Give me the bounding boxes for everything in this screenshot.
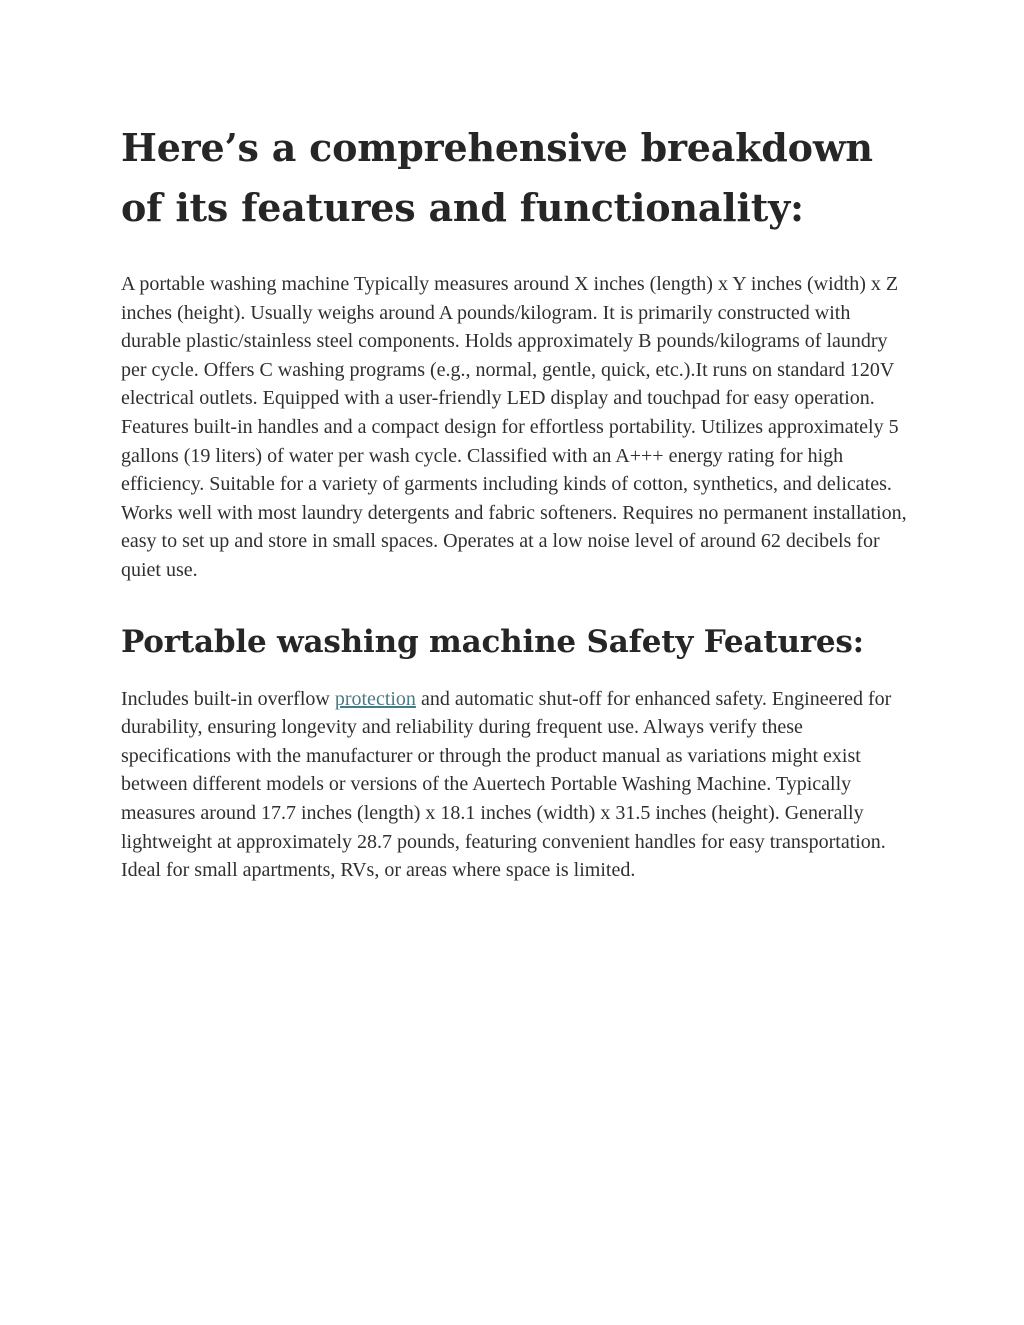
main-heading: Here’s a comprehensive breakdown of its features and functionality: bbox=[121, 125, 873, 230]
safety-paragraph bbox=[121, 685, 911, 885]
document-page bbox=[121, 118, 911, 885]
protection-link[interactable]: protection bbox=[334, 687, 416, 710]
safety-text-end: and automatic shut-off for enhanced safety. Engineered for durability, ensuring longevity and reliability during frequent use. Always verify these specifications with the manufacturer or through the product manual as variations might exist between different models or versions of the Auertech Portable Washing Machine. Typically measures around 17.7 inches (length) x 18.1 inches (width) x 31.5 inches (height). Generally lightweight at approximately 28.7 pounds, featuring convenient handles for easy transportation. Ideal for small apartments, RVs, or areas where space is limited. bbox=[121, 687, 892, 882]
safety-text-start: Includes built-in overflow bbox=[121, 687, 335, 710]
safety-heading: Portable washing machine Safety Features: bbox=[121, 623, 864, 660]
features-paragraph: A portable washing machine Typically measures around X inches (length) x Y inches (width) x Z inches (height). Usually weighs around A pounds/kilogram. It is primarily constructed with durable plastic/stainless steel components. Holds approximately B pounds/kilograms of laundry per cycle. Offers C washing programs (e.g., normal, gentle, quick, etc.).It runs on standard 120V electrical outlets. Equipped with a user-friendly LED display and touchpad for easy operation. Features built-in handles and a compact design for effortless portability. Utilizes approximately 5 gallons (19 liters) of water per wash cycle. Classified with an A+++ energy rating for high efficiency. Suitable for a variety of garments including kinds of cotton, synthetics, and delicates. Works well with most laundry detergents and fabric softeners. Requires no permanent installation, easy to set up and store in small spaces. Operates at a low noise level of around 62 decibels for quiet use. bbox=[121, 273, 907, 581]
